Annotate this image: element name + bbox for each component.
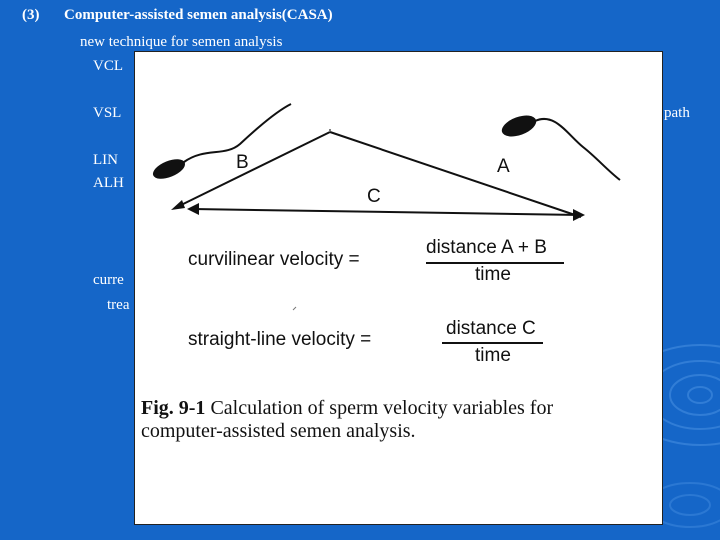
vcl-text: VCL xyxy=(93,58,123,74)
straight-numerator: distance C xyxy=(446,318,536,339)
path-c-right-arrowhead xyxy=(573,209,585,221)
right-sperm-tail xyxy=(535,119,620,180)
right-sperm-head xyxy=(499,111,539,140)
path-b-arrowhead xyxy=(171,200,185,210)
stray-mark xyxy=(293,307,296,310)
heading-number: (3) xyxy=(22,7,40,23)
straight-denominator: time xyxy=(475,345,511,366)
vsl-path-text: path xyxy=(664,105,690,121)
curvilinear-velocity-label: curvilinear velocity = xyxy=(188,249,360,270)
heading-title: Computer-assisted semen analysis(CASA) xyxy=(64,7,333,23)
vsl-text: VSL xyxy=(93,105,122,121)
left-sperm-head xyxy=(150,155,188,183)
path-b-line xyxy=(175,132,330,208)
velocity-diagram xyxy=(135,52,662,524)
path-c-left-arrowhead xyxy=(187,203,199,215)
current-text: curre xyxy=(93,272,124,288)
curvilinear-denominator: time xyxy=(475,264,511,285)
line-new-technique: new technique for semen analysis xyxy=(80,34,283,50)
apex-dot xyxy=(329,129,331,131)
treatment-text: trea xyxy=(107,297,130,313)
path-c-line xyxy=(193,209,581,215)
straight-line-velocity-label: straight-line velocity = xyxy=(188,329,372,350)
figure-caption-text: Calculation of sperm velocity variables for computer-assisted semen analysis. xyxy=(141,397,554,442)
figure-caption-number: Fig. 9-1 xyxy=(141,397,206,419)
label-a: A xyxy=(497,156,510,177)
label-c: C xyxy=(367,186,381,207)
sperm-velocity-figure xyxy=(134,51,663,525)
label-b: B xyxy=(236,152,249,173)
alh-text: ALH xyxy=(93,175,124,191)
lin-text: LIN xyxy=(93,152,118,168)
curvilinear-numerator: distance A + B xyxy=(426,237,547,258)
figure-caption xyxy=(141,397,611,443)
